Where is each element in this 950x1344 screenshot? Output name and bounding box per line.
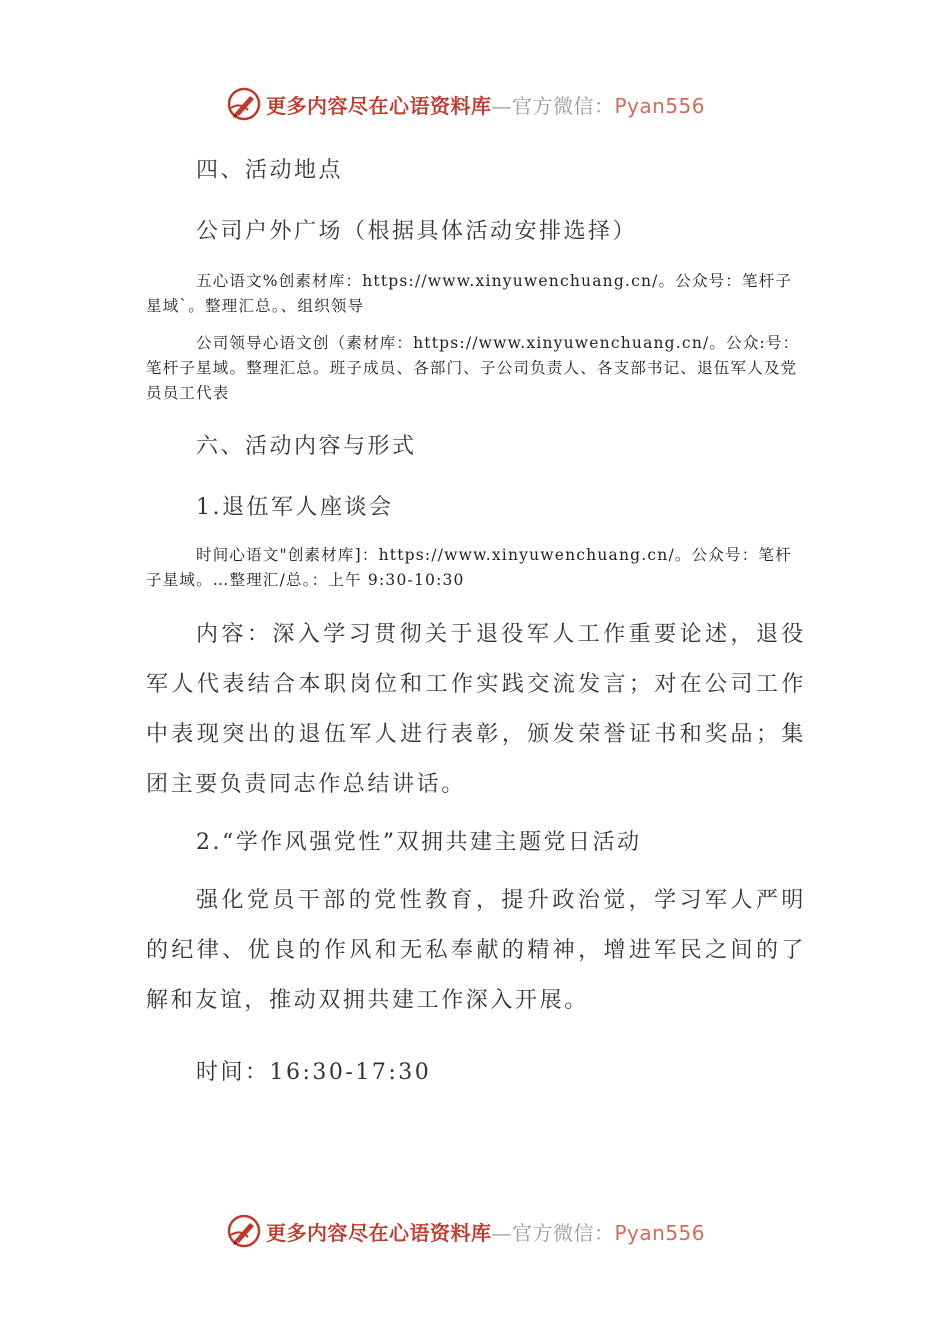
- section-heading-content: 六、活动内容与形式: [196, 434, 417, 459]
- location-text: 公司户外广场（根据具体活动安排选择）: [196, 219, 638, 244]
- document-body: [146, 150, 806, 1090]
- footer-banner: [226, 1211, 705, 1251]
- banner-wechat-label: 官方微信：: [512, 1220, 615, 1245]
- banner-brand: 更多内容尽在心语资料库: [266, 93, 492, 118]
- item-heading-symposium: 1.退伍军人座谈会: [196, 495, 394, 520]
- paragraph-organization: 五心语文%创素材库：https://www.xinyuwenchuang.cn/。公众号：笔杆子星域`。整理汇总。、组织领导: [146, 272, 793, 315]
- banner-wechat-id: Pyan556: [614, 93, 706, 118]
- party-day-time: 时间：16:30-17:30: [196, 1060, 432, 1085]
- banner-dash: —: [491, 1220, 512, 1245]
- pen-logo-icon: [226, 1213, 262, 1249]
- party-day-content: 强化党员干部的党性教育，提升政治觉，学习军人严明的纪律、优良的作风和无私奉献的精神，增进军民之间的了解和友谊，推动双拥共建工作深入开展。: [146, 888, 806, 1013]
- symposium-time: 时间心语文"创素材库]：https://www.xinyuwenchuang.cn/。公众号：笔杆子星域。…整理汇/总。：上午 9:30-10:30: [146, 546, 792, 589]
- banner-brand: 更多内容尽在心语资料库: [266, 1220, 492, 1245]
- paragraph-participants: 公司领导心语文创（素材库：https://www.xinyuwenchuang.cn/。公众:号：笔杆子星域。整理汇总。班子成员、各部门、子公司负责人、各支部书记、退伍军人及党员员工代表: [146, 334, 800, 402]
- item-heading-party-day: 2.“学作风强党性”双拥共建主题党日活动: [196, 830, 642, 855]
- banner-wechat-id: Pyan556: [614, 1220, 706, 1245]
- symposium-content: 内容：深入学习贯彻关于退役军人工作重要论述，退役军人代表结合本职岗位和工作实践交流发言；对在公司工作中表现突出的退伍军人进行表彰，颁发荣誉证书和奖品；集团主要负责同志作总结讲话。: [146, 622, 806, 797]
- banner-wechat-label: 官方微信：: [512, 93, 615, 118]
- section-heading-location: 四、活动地点: [196, 158, 344, 183]
- pen-logo-icon: [226, 86, 262, 122]
- header-banner: [226, 84, 705, 124]
- banner-dash: —: [491, 93, 512, 118]
